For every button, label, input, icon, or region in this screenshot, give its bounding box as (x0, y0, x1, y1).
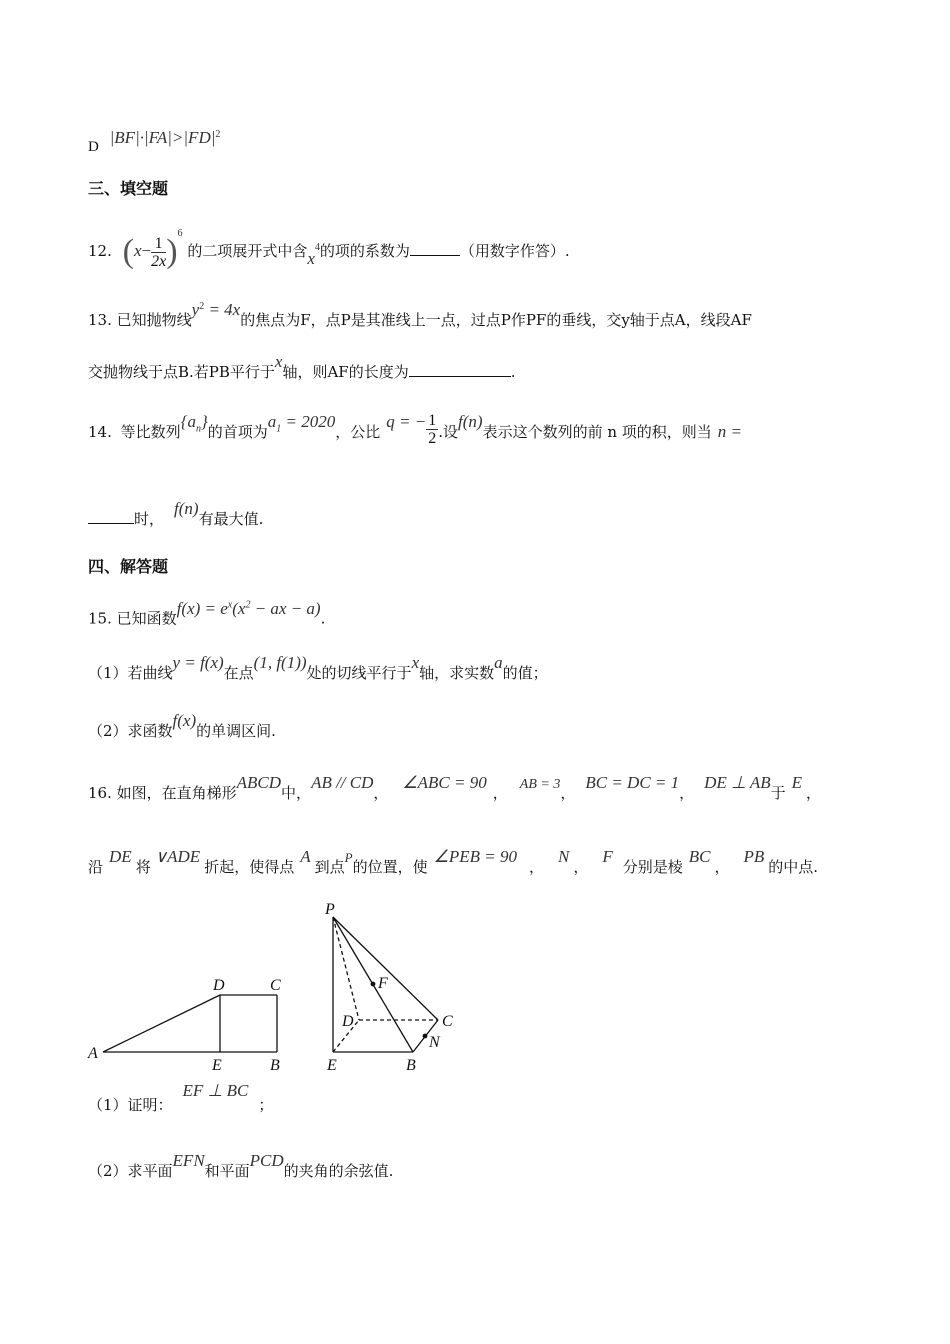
q16-text-1: 如图，在直角梯形 (116, 784, 237, 802)
option-d-exp: 2 (215, 129, 221, 140)
q16-l2-P: P (344, 850, 353, 865)
q16-l2-F: F (602, 847, 613, 866)
q13-number: 13. (88, 311, 112, 329)
q15-p1-a: （1）若曲线 (88, 664, 173, 682)
q16-l2-c: 折起，使得点 (204, 858, 295, 876)
q15-f-rest: (x (232, 598, 246, 618)
q14-text-7: 有最大值. (198, 510, 264, 528)
q12-number: 12. (88, 242, 112, 260)
question-16-part-2 (88, 1151, 394, 1182)
label-right-F: F (378, 975, 388, 992)
label-right-E: E (327, 1057, 337, 1074)
q14-answer-blank[interactable] (88, 507, 134, 524)
label-right-B: B (406, 1057, 416, 1074)
q16-p1-b: ； (258, 1096, 274, 1114)
q15-p1-e: 的值； (502, 664, 548, 682)
question-13 (88, 300, 752, 331)
q16-p2-c: 的夹角的余弦值. (283, 1162, 394, 1180)
q15-f-exp: x (227, 599, 233, 610)
question-15-part-1 (88, 653, 548, 684)
q14-text-2: 的首项为 (207, 423, 268, 441)
question-14-line-2 (88, 499, 264, 534)
q16-l2-angle: ∠PEB = 90 (433, 847, 517, 866)
q15-number: 15. (88, 609, 112, 628)
label-right-P: P (325, 901, 335, 918)
q12-frac-num: 1 (151, 235, 166, 253)
point-F (371, 982, 376, 987)
question-16 (88, 773, 822, 806)
label-left-E: E (212, 1057, 222, 1074)
q16-ab: AB = 3 (519, 777, 561, 792)
q16-l2-b: 将 (135, 858, 151, 876)
q12-minus: − (141, 241, 152, 260)
q16-l2-BC: BC (688, 847, 711, 866)
q12-var: x (307, 249, 315, 268)
q14-a1-sub: 1 (276, 423, 282, 435)
q16-l2-A: A (300, 847, 311, 866)
q14-n-eq: n = (717, 422, 743, 441)
q14-q-den: 2 (428, 429, 437, 447)
point-N (423, 1034, 428, 1039)
question-16-part-1 (88, 1081, 274, 1116)
q13-x: x (274, 352, 283, 371)
q16-l2-triangle: ∨ADE (154, 847, 201, 866)
q12-x: x (133, 241, 142, 260)
q13-text-2: 的焦点为F，点P是其准线上一点，过点P作PF的垂线，交y轴于点A，线段AF (240, 311, 752, 329)
q15-p1-x: x (411, 653, 420, 672)
option-d-letter: D (88, 139, 99, 155)
q15-p1-curve: y = f(x) (172, 653, 224, 672)
q14-a1-val: = 2020 (281, 412, 336, 431)
q15-f-exp2: 2 (245, 599, 251, 610)
question-13-line-2 (88, 352, 516, 383)
option-d-expr: |BF|·|FA|>|FD| (109, 128, 216, 147)
q16-l2-a: 沿 (88, 858, 104, 876)
q16-p2-pcd: PCD (249, 1151, 284, 1170)
q14-seq-open: {a (180, 412, 196, 431)
q15-p1-b: 在点 (223, 664, 254, 682)
q13-text-5: . (510, 363, 516, 381)
q14-text-4: .设 (438, 423, 459, 441)
label-right-N: N (429, 1034, 440, 1051)
q13-text-4: 轴，则AF的长度为 (282, 363, 409, 381)
q12-paren-open: ( (122, 233, 134, 270)
q16-p2-a: （2）求平面 (88, 1162, 173, 1180)
label-left-B: B (270, 1057, 280, 1074)
q16-e: E (791, 773, 802, 792)
q14-q: q = − (386, 412, 427, 431)
q16-l2-i: ， (714, 858, 730, 876)
q15-p2-b: 的单调区间. (196, 722, 276, 740)
q14-fn: f(n) (458, 412, 483, 431)
q15-f-rest2: − ax − a) (250, 598, 321, 618)
q14-q-fraction (426, 412, 438, 447)
question-14 (88, 412, 742, 459)
q12-text-1: 的二项展开式中含 (187, 242, 308, 260)
q16-bc: BC = DC = 1 (585, 773, 680, 792)
q14-text-5: 表示这个数列的前 n 项的积，则当 (482, 423, 712, 441)
edge-PD (333, 917, 359, 1020)
q12-text-3: （用数字作答）. (459, 242, 570, 260)
q12-text-2: 的项的系数为 (319, 242, 410, 260)
q16-l2-j: 的中点. (768, 858, 819, 876)
q15-f: f(x) = e (176, 598, 228, 618)
q16-text-7: 于 (770, 784, 786, 802)
q14-a1-var: a (267, 412, 277, 431)
q12-paren-close: ) (166, 233, 178, 270)
q16-p1-expr: EF ⊥ BC (182, 1081, 249, 1100)
label-right-D: D (342, 1013, 354, 1030)
q16-l2-e: 的位置，使 (352, 858, 428, 876)
q15-p2-a: （2）求函数 (88, 722, 173, 740)
section-3-heading: 三、填空题 (88, 179, 169, 198)
q16-text-2: 中， (281, 784, 312, 802)
q12-fraction (151, 235, 166, 270)
label-right-C: C (442, 1013, 453, 1030)
q12-var-exp: 4 (314, 242, 320, 253)
label-left-A: A (88, 1045, 98, 1062)
geometry-figure (80, 898, 480, 1083)
q16-abcd: ABCD (236, 773, 282, 792)
q14-number: 14. (88, 423, 112, 441)
q14-text-1: 等比数列 (120, 423, 181, 441)
question-15-part-2 (88, 711, 276, 742)
label-left-C: C (270, 977, 281, 994)
q16-text-4: ， (492, 784, 508, 802)
q16-text-6: ， (679, 784, 695, 802)
segment-AD (103, 995, 220, 1052)
q15-text-2: . (320, 609, 326, 628)
q16-l2-h: 分别是棱 (622, 858, 683, 876)
q13-text-1: 已知抛物线 (116, 311, 192, 329)
q15-p1-d: 轴，求实数 (419, 664, 495, 682)
q14-q-num: 1 (428, 411, 437, 429)
q13-text-3: 交抛物线于点B.若PB平行于 (88, 363, 275, 381)
label-left-D: D (213, 977, 225, 994)
q16-text-8: ， (806, 784, 822, 802)
q14-a1 (267, 412, 336, 435)
q16-p1-a: （1）证明： (88, 1096, 173, 1114)
question-15 (88, 598, 326, 630)
q15-p1-c: 处的切线平行于 (306, 664, 412, 682)
question-12 (88, 228, 570, 271)
q16-l2-f: ， (528, 858, 544, 876)
q16-p2-b: 和平面 (204, 1162, 250, 1180)
option-d (88, 124, 221, 155)
q16-l2-g: ， (573, 858, 589, 876)
q14-seq-sub: n (195, 423, 201, 435)
q16-l2-d: 到点 (314, 858, 345, 876)
q16-l2-PB: PB (743, 847, 765, 866)
q16-de: DE ⊥ AB (704, 773, 771, 792)
q15-p2-f: f(x) (172, 711, 197, 730)
q16-text-3: ， (373, 784, 389, 802)
trapezoid-figure (103, 995, 277, 1052)
question-16-line-2 (88, 847, 819, 879)
q16-p2-efn: EFN (172, 1151, 205, 1170)
q14-seq (180, 412, 208, 435)
q14-text-3: ，公比 (335, 423, 381, 441)
q12-answer-blank[interactable] (410, 239, 460, 256)
q12-frac-den: 2x (151, 252, 167, 270)
q15-function (177, 599, 321, 618)
q16-angle: ∠ABC = 90 (402, 773, 487, 792)
q12-exp: 6 (177, 228, 183, 239)
q16-parallel: AB // CD (311, 773, 374, 792)
section-4-heading: 四、解答题 (88, 557, 169, 576)
q14-text-6: 时， (134, 510, 165, 528)
q13-answer-blank[interactable] (409, 360, 511, 377)
q14-seq-close: } (200, 412, 208, 431)
q15-text-1: 已知函数 (116, 609, 177, 628)
q13-eq-y: y (191, 300, 200, 319)
q16-number: 16. (88, 784, 112, 802)
q16-l2-N: N (557, 847, 570, 866)
q15-p1-a-var: a (494, 653, 503, 672)
q16-l2-de: DE (109, 847, 132, 866)
q15-p1-point: (1, f(1)) (253, 653, 307, 672)
q16-text-5: ， (560, 784, 576, 802)
q13-eq-exp: 2 (199, 301, 205, 312)
q13-eq-rest: = 4x (204, 300, 241, 319)
q14-fn-2: f(n) (174, 499, 199, 518)
